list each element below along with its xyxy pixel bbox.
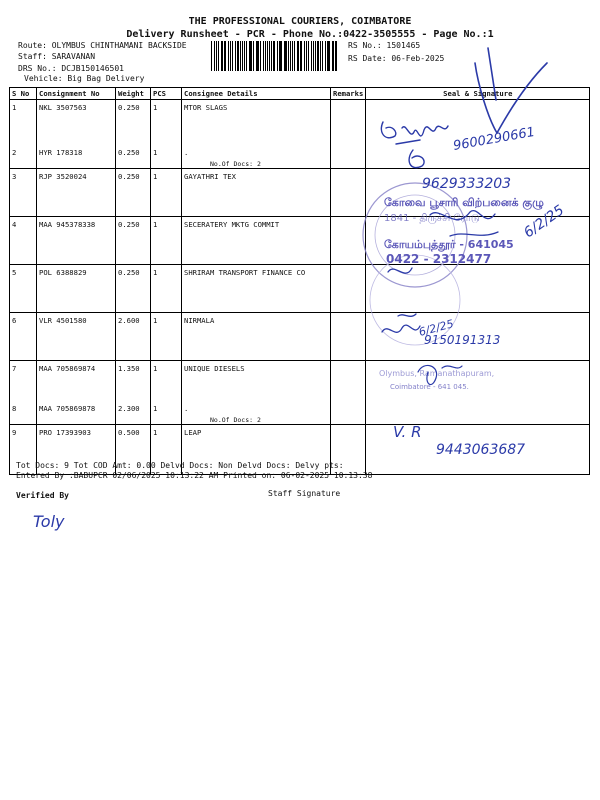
col-remarks: Remarks [331,88,366,100]
barcode-bar [306,41,307,71]
table-row [10,264,590,312]
cell-consignee [182,360,331,401]
barcode-bar [327,41,328,71]
handwritten-date-2: 6/2/25 [417,317,455,339]
barcode-bar [308,41,309,71]
cell-consignee-text: NIRMALA [184,315,215,325]
stamp2-line-1: Olymbus, Ramanathapuram, [379,369,495,378]
cell-pcs-text: 1 [153,315,158,325]
cell-seal [366,312,590,360]
barcode-bar [300,41,301,71]
barcode-bar [335,41,337,71]
cell-sno-text: 4 [12,219,17,229]
cell-seal [366,264,590,312]
cell-weight [116,401,151,425]
runsheet-subtitle: Delivery Runsheet - PCR - Phone No.:0422-3505555 - Page No.:1 [126,29,494,40]
cell-sno [10,264,37,312]
table-row [10,145,590,169]
cell-consignee-text: UNIQUE DIESELS [184,363,245,373]
barcode-bar [237,41,239,71]
barcode-bar [313,41,314,71]
barcode-bar [225,41,226,71]
barcode-bar [294,41,295,71]
handwritten-initials: V. R [393,423,422,441]
cell-consignee [182,168,331,216]
handwritten-phone-3: 9150191313 [424,333,501,347]
verified-by-label: Verified By [16,491,69,500]
cell-remarks [331,100,366,145]
cell-seal [366,425,590,475]
cell-consignment-text: NKL 3507563 [39,103,87,112]
cell-weight [116,360,151,401]
barcode-bar [265,41,266,71]
cell-remarks [331,360,366,401]
cell-weight-text: 2.600 [118,315,140,325]
cell-consignee [182,312,331,360]
barcode-bar [279,41,280,71]
cell-weight-text: 2.300 [118,404,140,413]
cell-consignment-text: RJP 3520024 [39,171,87,181]
cell-sno-text: 9 [12,428,17,437]
barcode-bar [232,41,233,71]
col-consignee: Consignee Details [182,88,331,100]
col-weight: Weight [116,88,151,100]
cell-pcs [151,145,182,169]
cell-consignment [37,312,116,360]
table-body [10,100,590,475]
barcode-bar [256,41,257,71]
barcode-bar [290,41,291,71]
barcode-bar [311,41,312,71]
cell-weight-text: 0.250 [118,267,140,277]
barcode-bar [280,41,281,71]
cell-sno-text: 5 [12,267,17,277]
route-field: Route: OLYMBUS CHINTHAMANI BACKSIDE [18,41,187,50]
cell-weight [116,264,151,312]
vehicle-field: Vehicle: Big Bag Delivery [24,74,145,83]
cell-weight [116,216,151,264]
cell-consignment-text: MAA 705869878 [39,404,96,413]
col-seal-signature: Seal & Signature [366,88,590,100]
cell-pcs-text: 1 [153,404,158,413]
barcode-bar [284,41,285,71]
barcode-bar [214,41,215,71]
cell-consignment [37,168,116,216]
cell-sno-text: 7 [12,363,17,373]
cell-consignee [182,145,331,169]
barcode-bar [333,41,334,71]
rs-number: RS No.: 1501465 [348,41,421,50]
cell-remarks [331,168,366,216]
cell-pcs [151,312,182,360]
handwritten-phone-2: 9629333203 [422,176,512,192]
cell-consignee [182,401,331,425]
barcode-bar [332,41,333,71]
barcode-bar [228,41,229,71]
barcode-bar [249,41,250,71]
barcode-bar [320,41,321,71]
cell-weight-text: 0.250 [118,147,140,157]
cell-remarks [331,264,366,312]
barcode-bar [260,41,261,71]
cell-consignment-text: MAA 705869874 [39,363,96,373]
cell-consignment-text: POL 6388829 [39,267,87,277]
cell-seal [366,168,590,216]
cell-seal [366,401,590,425]
cell-consignee-text: . [184,147,189,157]
cell-consignee-text: LEAP [184,428,202,437]
barcode-bar [224,41,225,71]
staff-field: Staff: SARAVANAN [18,52,96,61]
cell-sno [10,168,37,216]
cell-consignee [182,216,331,264]
col-pcs: PCS [151,88,182,100]
barcode-bar [301,41,302,71]
barcode-bar [235,41,236,71]
barcode-bar [285,41,286,71]
cell-consignee [182,100,331,145]
barcode-bar [244,41,245,71]
col-sno: S No [10,88,37,100]
table-row [10,312,590,360]
cell-remarks [331,312,366,360]
handwritten-phone-4: 9443063687 [436,442,526,458]
cell-pcs [151,264,182,312]
barcode-bar [292,41,293,71]
stamp-phone: 0422 - 2312477 [386,252,492,266]
barcode-bar [271,41,272,71]
stamp2-line-2: Coimbatore - 641 045. [390,383,469,391]
docs-count: No.Of Docs: 2 [210,416,261,424]
cell-pcs [151,360,182,401]
cell-consignment [37,145,116,169]
cell-sno-text: 3 [12,171,17,181]
cell-seal [366,100,590,145]
runsheet-table [9,87,590,475]
cell-sno-text: 2 [12,147,17,157]
cell-pcs-text: 1 [153,147,158,157]
cell-seal [366,216,590,264]
docs-count: No.Of Docs: 2 [210,159,261,168]
barcode-bar [246,41,247,71]
cell-weight-text: 0.250 [118,219,140,229]
cell-pcs [151,401,182,425]
entered-by-line: Entered By :BABUPCR 02/06/2025 10:13:22 AM Printed on: 06-02-2025 10:13:38 [16,471,373,480]
barcode-bar [273,41,275,71]
cell-weight [116,312,151,360]
cell-consignment [37,360,116,401]
cell-weight-text: 0.250 [118,171,140,181]
table-row [10,360,590,401]
table-row [10,168,590,216]
cell-sno-text: 1 [12,103,17,112]
barcode-bar [317,41,319,71]
cell-weight-text: 0.250 [118,103,140,112]
verifier-signature: Toly [33,512,65,531]
barcode-bar [288,41,289,71]
handwritten-phone-1: 9600290661 [452,124,537,154]
cell-weight [116,145,151,169]
barcode-bar [322,41,323,71]
cell-weight [116,168,151,216]
cell-consignee-text: GAYATHRI TEX [184,171,236,181]
cell-seal [366,360,590,401]
table-header-row [10,88,590,100]
cell-consignee-text: SHRIRAM TRANSPORT FINANCE CO [184,267,306,277]
barcode-bar [257,41,259,71]
cell-seal [366,145,590,169]
barcode-bar [250,41,251,71]
barcode-bar [315,41,316,71]
barcode-bar [221,41,223,71]
cell-consignment-text: PRO 17393903 [39,428,91,437]
barcode-bar [267,41,268,71]
stamp-line-1: கோவை பூசாரி விற்பனைக் குழு [384,196,544,209]
cell-pcs-text: 1 [153,103,158,112]
cell-pcs-text: 1 [153,267,158,277]
barcode-bar [240,41,241,71]
cell-consignee-text: . [184,404,189,413]
barcode [211,41,339,71]
cell-consignee [182,264,331,312]
cell-pcs [151,100,182,145]
cell-pcs [151,216,182,264]
cell-sno [10,145,37,169]
cell-weight [116,100,151,145]
cell-pcs-text: 1 [153,363,158,373]
cell-pcs-text: 1 [153,428,158,437]
cell-consignment-text: MAA 945378338 [39,219,96,229]
company-title: THE PROFESSIONAL COURIERS, COIMBATORE [188,16,412,27]
cell-pcs-text: 1 [153,219,158,229]
cell-sno [10,216,37,264]
barcode-bar [216,41,217,71]
handwritten-date-1: 6/2/25 [521,202,568,242]
barcode-bar [263,41,264,71]
col-consignment: Consignment No [37,88,116,100]
barcode-bar [242,41,243,71]
cell-sno [10,312,37,360]
cell-sno [10,100,37,145]
cell-pcs [151,168,182,216]
cell-sno [10,401,37,425]
barcode-bar [304,41,305,71]
cell-remarks [331,401,366,425]
cell-weight-text: 1.350 [118,363,140,373]
barcode-bar [218,41,219,71]
drs-number: DRS No.: DCJB150146501 [18,64,124,73]
cell-consignment [37,100,116,145]
table-row [10,100,590,145]
stamp-line-2: 1841 - திருச்சி ரோடு [384,213,480,224]
cell-sno [10,360,37,401]
barcode-bar [277,41,278,71]
barcode-bar [328,41,329,71]
rs-date: RS Date: 06-Feb-2025 [348,54,445,63]
barcode-bar [325,41,326,71]
cell-pcs-text: 1 [153,171,158,181]
staff-signature-label: Staff Signature [268,489,341,498]
barcode-bar [253,41,254,71]
barcode-bar [211,41,212,71]
barcode-bar [269,41,270,71]
cell-sno-text: 6 [12,315,17,325]
cell-weight-text: 0.500 [118,428,140,437]
table-row [10,401,590,425]
cell-sno-text: 8 [12,404,17,413]
cell-consignee-text: MTOR SLAGS [184,103,228,112]
cell-consignment-text: HYR 178318 [39,147,83,157]
table-row [10,216,590,264]
cell-remarks [331,216,366,264]
barcode-bar [230,41,231,71]
cell-consignment [37,216,116,264]
cell-consignee-text: SECERATERY MKTG COMMIT [184,219,280,229]
barcode-bar [297,41,299,71]
totals-line: Tot Docs: 9 Tot COD Amt: 0.00 Delvd Docs: Non Delvd Docs: Delvy pts: [16,461,344,470]
cell-remarks [331,145,366,169]
cell-consignment [37,264,116,312]
cell-consignment [37,401,116,425]
stamp-line-3: கோயம்புத்தூர் - 641045 [384,238,514,251]
cell-consignment-text: VLR 4501580 [39,315,87,325]
